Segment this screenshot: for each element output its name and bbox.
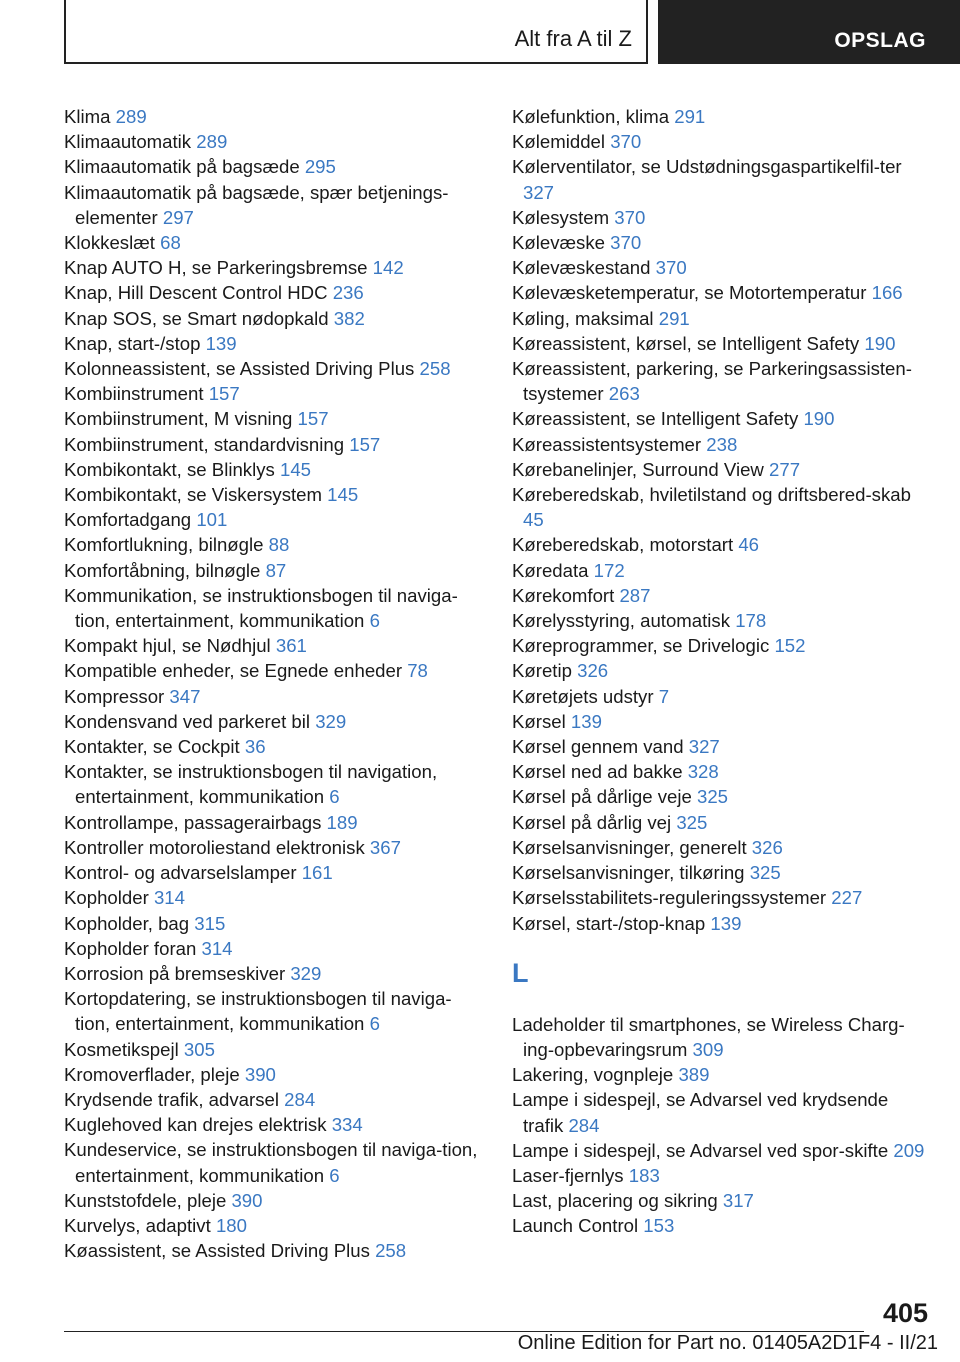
index-page-link[interactable]: 183 — [628, 1164, 660, 1186]
index-group-l — [512, 1012, 932, 1239]
index-page-link[interactable]: 139 — [710, 912, 742, 934]
index-entry — [64, 684, 484, 709]
index-page-link[interactable]: 297 — [162, 206, 194, 228]
index-page-link[interactable]: 152 — [774, 635, 806, 657]
index-page-link[interactable]: 7 — [658, 685, 670, 707]
index-page-link[interactable]: 291 — [674, 106, 706, 127]
index-entry-text: Krydsende trafik, advarsel — [64, 1088, 279, 1110]
index-entry-text: Komfortåbning, bilnøgle — [64, 559, 261, 581]
index-page-link[interactable]: 314 — [201, 937, 233, 959]
index-entry — [64, 255, 484, 280]
index-entry-text: Komfortadgang — [64, 509, 192, 531]
index-entry — [64, 936, 484, 961]
index-entry-text: Lakering, vognpleje — [512, 1064, 674, 1086]
index-entry-text: Klimaautomatik på bagsæde, spær betjenings-elementer — [64, 181, 449, 228]
index-entry-text: Kuglehoved kan drejes elektrisk — [64, 1114, 327, 1136]
index-page-link[interactable]: 327 — [523, 181, 555, 203]
index-page-link[interactable]: 172 — [593, 559, 625, 581]
index-page-link[interactable]: 370 — [610, 131, 642, 153]
index-entry — [512, 759, 932, 784]
index-entry — [512, 129, 932, 154]
index-page-link[interactable]: 161 — [301, 862, 333, 884]
index-entry — [512, 406, 932, 431]
index-page-link[interactable]: 325 — [749, 862, 781, 884]
index-entry-text: Kølerventilator, se Udstødningsgaspartikelfil-ter — [512, 156, 902, 178]
index-page-link[interactable]: 370 — [614, 206, 646, 228]
index-entry — [64, 1213, 484, 1238]
index-entry-text: Last, placering og sikring — [512, 1190, 718, 1212]
index-entry-text: Kombiinstrument, M visning — [64, 408, 293, 430]
index-entry-text: Kolonneassistent, se Assisted Driving Plus — [64, 358, 415, 380]
index-entry-text: Knap SOS, se Smart nødopkald — [64, 307, 329, 329]
index-entry-text: Kombiinstrument, standardvisning — [64, 433, 345, 455]
index-entry — [64, 180, 484, 230]
index-page-link[interactable]: 287 — [619, 584, 651, 606]
index-page-link[interactable]: 347 — [169, 685, 201, 707]
index-entry — [512, 1012, 932, 1062]
index-column-right — [512, 104, 932, 1239]
index-entry — [512, 482, 932, 532]
index-entry — [64, 885, 484, 910]
footer-edition: Online Edition for Part no. 01405A2D1F4 - II/21 — [517, 1332, 938, 1354]
index-entry — [64, 835, 484, 860]
index-entry — [64, 306, 484, 331]
index-entry-text: Køretip — [512, 660, 572, 682]
index-page-link[interactable]: 314 — [153, 887, 185, 909]
index-entry-text: Kørselsstabilitets-reguleringssystemer — [512, 887, 827, 909]
index-page-link[interactable]: 326 — [577, 660, 609, 682]
index-entry — [512, 784, 932, 809]
index-entry — [512, 306, 932, 331]
index-entry-text: Køreassistent, se Intelligent Safety — [512, 408, 799, 430]
index-entry-text: Kørebanelinjer, Surround View — [512, 458, 764, 480]
index-entry-text: Kondensvand ved parkeret bil — [64, 710, 311, 732]
index-entry — [512, 734, 932, 759]
index-page-link[interactable]: 139 — [570, 710, 602, 732]
index-entry-text: Kontroller motoroliestand elektronisk — [64, 836, 365, 858]
index-entry-text: Kontakter, se Cockpit — [64, 736, 240, 758]
index-entry-text: Kørselsanvisninger, tilkøring — [512, 862, 745, 884]
index-entry — [512, 558, 932, 583]
index-page-link[interactable]: 153 — [643, 1215, 675, 1237]
index-page-link[interactable]: 166 — [871, 282, 903, 304]
index-entry-text: Køretøjets udstyr — [512, 685, 654, 707]
index-entry-text: Kompakt hjul, se Nødhjul — [64, 635, 271, 657]
index-entry — [512, 583, 932, 608]
index-entry — [64, 457, 484, 482]
index-entry-text: Launch Control — [512, 1215, 639, 1237]
index-entry-text: Kopholder — [64, 887, 149, 909]
index-entry — [512, 1087, 932, 1137]
index-entry-text: Køredata — [512, 559, 589, 581]
index-entry — [64, 230, 484, 255]
index-entry — [64, 381, 484, 406]
index-entry-text: Kompatible enheder, se Egnede enheder — [64, 660, 403, 682]
index-page-link[interactable]: 145 — [327, 484, 359, 506]
index-entry-text: Køreprogrammer, se Drivelogic — [512, 635, 770, 657]
index-entry — [64, 432, 484, 457]
index-entry-text: Knap, Hill Descent Control HDC — [64, 282, 328, 304]
index-page-link[interactable]: 382 — [333, 307, 365, 329]
index-page-link[interactable]: 317 — [722, 1190, 754, 1212]
index-entry — [512, 432, 932, 457]
index-entry — [512, 205, 932, 230]
index-entry-text: Kørsel gennem vand — [512, 736, 684, 758]
index-page-link[interactable]: 326 — [751, 836, 783, 858]
index-group-k — [512, 104, 932, 936]
index-page-link[interactable]: 139 — [205, 332, 237, 354]
index-page-link[interactable]: 6 — [329, 786, 340, 808]
index-page-link[interactable]: 370 — [655, 257, 687, 279]
index-entry-text: Lampe i sidespejl, se Advarsel ved krydsende trafik — [512, 1089, 889, 1136]
chapter-title: OPSLAG — [834, 29, 926, 52]
index-entry — [512, 885, 932, 910]
index-page-link[interactable]: 190 — [803, 408, 835, 430]
index-page-link[interactable]: 157 — [208, 383, 240, 405]
index-page-link[interactable]: 295 — [304, 156, 336, 178]
index-page-link[interactable]: 142 — [372, 257, 404, 279]
index-entry-text: Kommunikation, se instruktionsbogen til naviga-tion, entertainment, kommunikation — [64, 584, 458, 632]
index-entry — [64, 1188, 484, 1213]
index-entry-text: Korrosion på bremseskiver — [64, 962, 286, 984]
index-entry-text: Køreberedskab, hviletilstand og driftsbered-skab — [512, 484, 911, 506]
index-entry-text: Kølesystem — [512, 206, 610, 228]
index-entry — [512, 1062, 932, 1087]
index-page-link[interactable]: 390 — [244, 1063, 276, 1085]
index-entry — [64, 1037, 484, 1062]
index-page-link[interactable]: 325 — [697, 786, 729, 808]
index-entry-text: Kopholder foran — [64, 937, 197, 959]
index-entry-text: Ladeholder til smartphones, se Wireless Charg-ing-opbevaringsrum — [512, 1013, 905, 1060]
index-page-link[interactable]: 78 — [407, 660, 428, 682]
index-page-link[interactable]: 178 — [735, 610, 767, 632]
index-entry-text: Kørsel, start-/stop-knap — [512, 912, 706, 934]
index-entry — [64, 810, 484, 835]
index-page-link[interactable]: 45 — [523, 509, 544, 531]
index-entry — [512, 255, 932, 280]
index-entry — [64, 759, 484, 809]
index-entry — [512, 356, 932, 406]
index-entry-text: Kølemiddel — [512, 131, 606, 153]
index-entry — [512, 1213, 932, 1238]
index-entry — [64, 154, 484, 179]
index-entry-text: Kørekomfort — [512, 584, 615, 606]
index-entry-text: Kontakter, se instruktionsbogen til navigation, entertainment, kommunikation — [64, 761, 438, 808]
index-entry — [512, 154, 932, 204]
index-entry — [512, 835, 932, 860]
index-entry — [64, 532, 484, 557]
index-page-link[interactable]: 87 — [265, 559, 287, 581]
index-entry — [64, 558, 484, 583]
index-entry-text: Kortopdatering, se instruktionsbogen til naviga-tion, entertainment, kommunikation — [64, 988, 452, 1035]
index-entry-text: Kunststofdele, pleje — [64, 1189, 227, 1211]
index-entry — [64, 1137, 484, 1187]
index-page-link[interactable]: 328 — [687, 761, 719, 783]
index-entry — [512, 911, 932, 936]
index-entry — [512, 810, 932, 835]
index-entry-text: Kombiinstrument — [64, 383, 204, 405]
index-page-link[interactable]: 263 — [608, 383, 640, 405]
index-page-link[interactable]: 325 — [676, 811, 708, 833]
header-section-box — [64, 0, 648, 64]
index-entry — [512, 280, 932, 305]
index-entry-text: Kontrol- og advarselslamper — [64, 862, 297, 884]
index-page-link[interactable]: 157 — [349, 433, 381, 455]
index-entry-text: Kosmetikspejl — [64, 1038, 179, 1060]
index-entry — [512, 457, 932, 482]
index-entry-text: Knap, start-/stop — [64, 332, 201, 354]
index-entry-text: Komfortlukning, bilnøgle — [64, 534, 264, 556]
index-page-link[interactable]: 284 — [284, 1088, 316, 1110]
index-entry-text: Kørselsanvisninger, generelt — [512, 836, 747, 858]
index-entry-text: Kørelysstyring, automatisk — [512, 610, 731, 632]
index-entry-text: Kølevæskestand — [512, 257, 651, 279]
index-page-link[interactable]: 46 — [738, 534, 760, 556]
index-entry — [512, 860, 932, 885]
index-page-link[interactable]: 334 — [331, 1114, 363, 1136]
index-entry — [64, 633, 484, 658]
index-entry-text: Klima — [64, 106, 111, 127]
index-entry-text: Kørsel på dårlige veje — [512, 786, 692, 808]
page-number: 405 — [882, 1298, 928, 1328]
index-page-link[interactable]: 370 — [610, 232, 642, 254]
index-page-link[interactable]: 157 — [297, 408, 329, 430]
index-entry-text: Kølefunktion, klima — [512, 106, 670, 127]
index-entry-text: Kopholder, bag — [64, 912, 190, 934]
index-entry — [512, 331, 932, 356]
index-entry-text: Køling, maksimal — [512, 307, 654, 329]
index-page-link[interactable]: 6 — [369, 1013, 380, 1035]
index-entry-text: Køreassistentsystemer — [512, 433, 702, 455]
index-entry-text: Kørsel på dårlig vej — [512, 811, 672, 833]
index-page-link[interactable]: 277 — [769, 458, 801, 480]
index-entry-text: Lampe i sidespejl, se Advarsel ved spor-skifte — [512, 1139, 889, 1161]
index-page-link[interactable]: 329 — [290, 962, 322, 984]
index-page-link[interactable]: 180 — [215, 1214, 247, 1236]
index-entry-text: Kontrollampe, passagerairbags — [64, 811, 322, 833]
index-entry — [64, 129, 484, 154]
index-entry — [64, 583, 484, 633]
index-page-link[interactable]: 68 — [160, 232, 181, 254]
index-entry — [64, 961, 484, 986]
index-entry — [64, 860, 484, 885]
index-page-link[interactable]: 329 — [315, 710, 347, 732]
index-entry-text: Kompressor — [64, 685, 165, 707]
index-page-link[interactable]: 361 — [275, 635, 307, 657]
index-entry — [64, 356, 484, 381]
index-entry — [64, 1087, 484, 1112]
index-entry — [64, 104, 484, 129]
index-page-link[interactable]: 236 — [332, 282, 364, 304]
index-entry-text: Køreberedskab, motorstart — [512, 534, 734, 556]
index-page-link[interactable]: 289 — [115, 106, 147, 127]
index-entry — [512, 1163, 932, 1188]
index-entry — [512, 608, 932, 633]
index-entry — [64, 482, 484, 507]
index-page-link[interactable]: 189 — [326, 811, 358, 833]
index-page-link[interactable]: 6 — [369, 610, 380, 632]
index-page-link[interactable]: 289 — [196, 131, 228, 153]
index-entry — [512, 1188, 932, 1213]
index-entry — [64, 406, 484, 431]
index-entry-text: Laser-fjernlys — [512, 1164, 624, 1186]
index-entry — [512, 684, 932, 709]
index-letter-heading: L — [512, 957, 529, 988]
index-entry — [64, 1238, 484, 1263]
index-page-link[interactable]: 209 — [893, 1139, 925, 1161]
index-entry-text: Køreassistent, parkering, se Parkeringsassisten-tsystemer — [512, 358, 912, 405]
index-entry-text: Kølevæske — [512, 232, 605, 254]
index-page-link[interactable]: 390 — [231, 1189, 263, 1211]
index-entry-text: Køreassistent, kørsel, se Intelligent Safety — [512, 332, 860, 354]
index-entry-text: Kurvelys, adaptivt — [64, 1214, 211, 1236]
index-page-link[interactable]: 327 — [688, 736, 720, 758]
index-entry-text: Køassistent, se Assisted Driving Plus — [64, 1240, 370, 1262]
index-entry-text: Klimaautomatik på bagsæde — [64, 156, 300, 178]
index-page-link[interactable]: 238 — [706, 433, 738, 455]
index-page-link[interactable]: 36 — [244, 736, 266, 758]
index-page-link[interactable]: 284 — [568, 1114, 600, 1136]
index-page-link[interactable]: 101 — [196, 509, 228, 531]
index-entry — [64, 1062, 484, 1087]
index-entry — [512, 658, 932, 683]
index-entry — [64, 1112, 484, 1137]
index-entry-text: Klokkeslæt — [64, 232, 155, 254]
index-page-link[interactable]: 145 — [280, 458, 312, 480]
index-entry-text: Kørsel — [512, 710, 566, 732]
index-entry-text: Knap AUTO H, se Parkeringsbremse — [64, 257, 368, 279]
index-page-link[interactable]: 6 — [329, 1164, 340, 1186]
index-entry — [64, 507, 484, 532]
index-entry — [512, 104, 932, 129]
index-entry-text: Kølevæsketemperatur, se Motortemperatur — [512, 282, 867, 304]
index-entry — [512, 532, 932, 557]
index-entry-text: Kombikontakt, se Viskersystem — [64, 484, 322, 506]
index-entry — [64, 280, 484, 305]
index-page-link[interactable]: 88 — [268, 534, 290, 556]
index-page-link[interactable]: 190 — [864, 332, 896, 354]
section-title: Alt fra A til Z — [514, 26, 632, 51]
index-entry-text: Kombikontakt, se Blinklys — [64, 458, 275, 480]
index-page-link[interactable]: 305 — [183, 1038, 215, 1060]
index-entry — [64, 658, 484, 683]
index-page-link[interactable]: 315 — [194, 912, 226, 934]
index-entry-text: Kørsel ned ad bakke — [512, 761, 683, 783]
index-entry — [64, 331, 484, 356]
index-page-link[interactable]: 258 — [419, 358, 451, 380]
index-entry-text: Kundeservice, se instruktionsbogen til naviga-tion, entertainment, kommunikation — [64, 1139, 478, 1186]
index-entry — [512, 230, 932, 255]
index-entry — [512, 1138, 932, 1163]
index-entry — [64, 911, 484, 936]
index-entry — [64, 986, 484, 1036]
index-entry — [512, 709, 932, 734]
index-entry — [64, 709, 484, 734]
index-page-link[interactable]: 258 — [375, 1240, 407, 1262]
index-entry-text: Kromoverflader, pleje — [64, 1063, 240, 1085]
chapter-tab — [658, 0, 960, 64]
index-page-link[interactable]: 389 — [678, 1064, 710, 1086]
index-entry — [64, 734, 484, 759]
index-entry — [512, 633, 932, 658]
index-page-link[interactable]: 367 — [369, 836, 401, 858]
index-page-link[interactable]: 309 — [692, 1038, 724, 1060]
index-entry-text: Klimaautomatik — [64, 131, 192, 153]
index-page-link[interactable]: 291 — [658, 307, 690, 329]
index-column-left — [64, 104, 484, 1263]
index-page-link[interactable]: 227 — [831, 887, 863, 909]
